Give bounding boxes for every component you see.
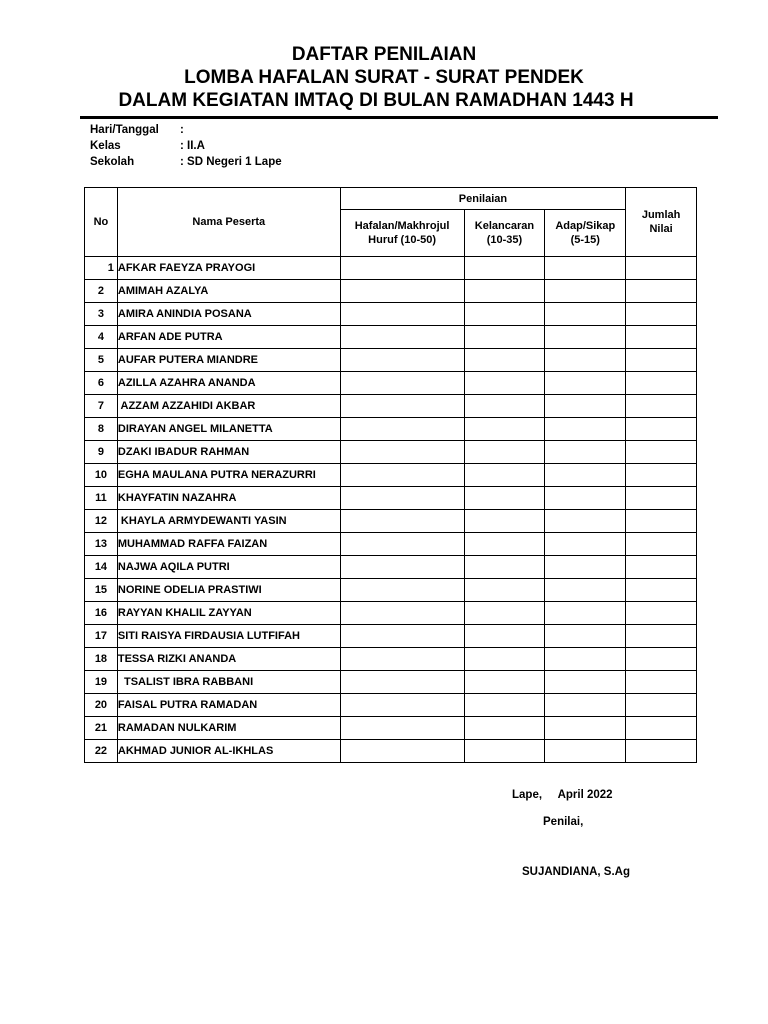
row-number: 18 bbox=[85, 648, 118, 671]
score-kelancaran-cell[interactable] bbox=[464, 487, 545, 510]
table-row bbox=[85, 533, 697, 556]
row-number: 11 bbox=[85, 487, 118, 510]
score-kelancaran-cell[interactable] bbox=[464, 602, 545, 625]
participant-name: RAYYAN KHALIL ZAYYAN bbox=[117, 602, 340, 625]
table-row bbox=[85, 694, 697, 717]
row-number: 8 bbox=[85, 418, 118, 441]
score-jumlah-cell[interactable] bbox=[626, 694, 697, 717]
score-kelancaran-cell[interactable] bbox=[464, 257, 545, 280]
header-hafalan-line2: Huruf (10-50) bbox=[368, 234, 437, 246]
footer-signer: SUJANDIANA, S.Ag bbox=[522, 866, 630, 878]
score-hafalan-cell[interactable] bbox=[340, 625, 464, 648]
score-kelancaran-cell[interactable] bbox=[464, 717, 545, 740]
score-adap-cell[interactable] bbox=[545, 464, 626, 487]
row-number: 14 bbox=[85, 556, 118, 579]
score-adap-cell[interactable] bbox=[545, 418, 626, 441]
score-adap-cell[interactable] bbox=[545, 625, 626, 648]
assessment-table bbox=[84, 187, 697, 763]
header-penilaian: Penilaian bbox=[340, 188, 625, 210]
table-row bbox=[85, 510, 697, 533]
score-hafalan-cell[interactable] bbox=[340, 349, 464, 372]
meta-hari-tanggal bbox=[90, 124, 184, 136]
row-number: 19 bbox=[85, 671, 118, 694]
score-kelancaran-cell[interactable] bbox=[464, 694, 545, 717]
score-jumlah-cell[interactable] bbox=[626, 579, 697, 602]
table-row bbox=[85, 602, 697, 625]
header-adap-line2: (5-15) bbox=[570, 234, 600, 246]
header-hafalan bbox=[340, 210, 464, 257]
score-adap-cell[interactable] bbox=[545, 533, 626, 556]
document-subtitle: LOMBA HAFALAN SURAT - SURAT PENDEK bbox=[184, 67, 584, 88]
document-title: DAFTAR PENILAIAN bbox=[291, 44, 477, 65]
score-kelancaran-cell[interactable] bbox=[464, 372, 545, 395]
participant-name: ARFAN ADE PUTRA bbox=[117, 326, 340, 349]
table-row bbox=[85, 280, 697, 303]
meta-kelas bbox=[90, 140, 205, 152]
score-jumlah-cell[interactable] bbox=[626, 303, 697, 326]
score-jumlah-cell[interactable] bbox=[626, 395, 697, 418]
score-jumlah-cell[interactable] bbox=[626, 556, 697, 579]
row-number: 12 bbox=[85, 510, 118, 533]
score-kelancaran-cell[interactable] bbox=[464, 648, 545, 671]
row-number: 16 bbox=[85, 602, 118, 625]
score-jumlah-cell[interactable] bbox=[626, 740, 697, 763]
document-subtitle-2: DALAM KEGIATAN IMTAQ DI BULAN RAMADHAN 1443 H bbox=[118, 90, 634, 111]
score-kelancaran-cell[interactable] bbox=[464, 349, 545, 372]
score-adap-cell[interactable] bbox=[545, 694, 626, 717]
participant-name: TESSA RIZKI ANANDA bbox=[117, 648, 340, 671]
score-jumlah-cell[interactable] bbox=[626, 372, 697, 395]
score-hafalan-cell[interactable] bbox=[340, 740, 464, 763]
score-adap-cell[interactable] bbox=[545, 487, 626, 510]
score-hafalan-cell[interactable] bbox=[340, 648, 464, 671]
participant-name: DIRAYAN ANGEL MILANETTA bbox=[117, 418, 340, 441]
score-kelancaran-cell[interactable] bbox=[464, 533, 545, 556]
score-jumlah-cell[interactable] bbox=[626, 349, 697, 372]
row-number: 4 bbox=[85, 326, 118, 349]
score-adap-cell[interactable] bbox=[545, 349, 626, 372]
score-adap-cell[interactable] bbox=[545, 257, 626, 280]
participant-name: KHAYLA ARMYDEWANTI YASIN bbox=[117, 510, 340, 533]
score-hafalan-cell[interactable] bbox=[340, 418, 464, 441]
table-row bbox=[85, 303, 697, 326]
footer-role: Penilai, bbox=[543, 816, 584, 828]
header-jumlah-line1: Jumlah bbox=[641, 209, 681, 221]
footer-place-date: Lape, April 2022 bbox=[512, 789, 613, 801]
meta-sekolah-value: : SD Negeri 1 Lape bbox=[180, 156, 282, 168]
score-jumlah-cell[interactable] bbox=[626, 648, 697, 671]
row-number: 17 bbox=[85, 625, 118, 648]
table-row bbox=[85, 418, 697, 441]
participant-name: AFKAR FAEYZA PRAYOGI bbox=[117, 257, 340, 280]
score-hafalan-cell[interactable] bbox=[340, 303, 464, 326]
score-jumlah-cell[interactable] bbox=[626, 257, 697, 280]
participant-name: FAISAL PUTRA RAMADAN bbox=[117, 694, 340, 717]
participant-name: AZILLA AZAHRA ANANDA bbox=[117, 372, 340, 395]
score-jumlah-cell[interactable] bbox=[626, 280, 697, 303]
score-adap-cell[interactable] bbox=[545, 372, 626, 395]
score-jumlah-cell[interactable] bbox=[626, 487, 697, 510]
score-adap-cell[interactable] bbox=[545, 671, 626, 694]
header-jumlah bbox=[626, 188, 697, 257]
participant-rows bbox=[85, 257, 697, 763]
score-kelancaran-cell[interactable] bbox=[464, 556, 545, 579]
table-row bbox=[85, 349, 697, 372]
score-hafalan-cell[interactable] bbox=[340, 395, 464, 418]
score-kelancaran-cell[interactable] bbox=[464, 303, 545, 326]
table-row bbox=[85, 372, 697, 395]
meta-kelas-label: Kelas bbox=[90, 140, 121, 152]
score-adap-cell[interactable] bbox=[545, 740, 626, 763]
score-hafalan-cell[interactable] bbox=[340, 280, 464, 303]
row-number: 15 bbox=[85, 579, 118, 602]
participant-name: MUHAMMAD RAFFA FAIZAN bbox=[117, 533, 340, 556]
score-hafalan-cell[interactable] bbox=[340, 487, 464, 510]
score-adap-cell[interactable] bbox=[545, 326, 626, 349]
score-adap-cell[interactable] bbox=[545, 717, 626, 740]
table-row bbox=[85, 487, 697, 510]
row-number: 10 bbox=[85, 464, 118, 487]
row-number: 1 bbox=[85, 257, 118, 280]
row-number: 20 bbox=[85, 694, 118, 717]
score-adap-cell[interactable] bbox=[545, 395, 626, 418]
row-number: 5 bbox=[85, 349, 118, 372]
row-number: 21 bbox=[85, 717, 118, 740]
score-kelancaran-cell[interactable] bbox=[464, 625, 545, 648]
header-no: No bbox=[85, 188, 118, 257]
score-kelancaran-cell[interactable] bbox=[464, 441, 545, 464]
score-hafalan-cell[interactable] bbox=[340, 671, 464, 694]
score-hafalan-cell[interactable] bbox=[340, 372, 464, 395]
participant-name: NAJWA AQILA PUTRI bbox=[117, 556, 340, 579]
meta-sekolah-label: Sekolah bbox=[90, 156, 135, 168]
title-underline bbox=[80, 116, 718, 119]
participant-name: SITI RAISYA FIRDAUSIA LUTFIFAH bbox=[117, 625, 340, 648]
header-nama: Nama Peserta bbox=[117, 188, 340, 257]
score-adap-cell[interactable] bbox=[545, 648, 626, 671]
row-number: 7 bbox=[85, 395, 118, 418]
score-jumlah-cell[interactable] bbox=[626, 602, 697, 625]
score-jumlah-cell[interactable] bbox=[626, 717, 697, 740]
score-hafalan-cell[interactable] bbox=[340, 510, 464, 533]
score-jumlah-cell[interactable] bbox=[626, 510, 697, 533]
table-row bbox=[85, 441, 697, 464]
header-kelancaran bbox=[464, 210, 545, 257]
score-jumlah-cell[interactable] bbox=[626, 625, 697, 648]
header-adap bbox=[545, 210, 626, 257]
header-kelancaran-line1: Kelancaran bbox=[474, 220, 535, 232]
meta-sekolah bbox=[90, 156, 282, 168]
score-hafalan-cell[interactable] bbox=[340, 717, 464, 740]
score-jumlah-cell[interactable] bbox=[626, 464, 697, 487]
score-jumlah-cell[interactable] bbox=[626, 671, 697, 694]
table-row bbox=[85, 648, 697, 671]
row-number: 6 bbox=[85, 372, 118, 395]
meta-kelas-value: : II.A bbox=[180, 140, 205, 152]
table-row bbox=[85, 625, 697, 648]
score-jumlah-cell[interactable] bbox=[626, 441, 697, 464]
score-adap-cell[interactable] bbox=[545, 441, 626, 464]
row-number: 9 bbox=[85, 441, 118, 464]
table-row bbox=[85, 556, 697, 579]
score-kelancaran-cell[interactable] bbox=[464, 418, 545, 441]
score-hafalan-cell[interactable] bbox=[340, 533, 464, 556]
table-row bbox=[85, 671, 697, 694]
meta-hari-value: : bbox=[180, 124, 184, 136]
score-hafalan-cell[interactable] bbox=[340, 441, 464, 464]
score-adap-cell[interactable] bbox=[545, 602, 626, 625]
row-number: 22 bbox=[85, 740, 118, 763]
score-adap-cell[interactable] bbox=[545, 280, 626, 303]
table-row bbox=[85, 257, 697, 280]
participant-name: DZAKI IBADUR RAHMAN bbox=[117, 441, 340, 464]
header-adap-line1: Adap/Sikap bbox=[555, 220, 616, 232]
score-jumlah-cell[interactable] bbox=[626, 418, 697, 441]
row-number: 2 bbox=[85, 280, 118, 303]
table-row bbox=[85, 395, 697, 418]
row-number: 13 bbox=[85, 533, 118, 556]
score-kelancaran-cell[interactable] bbox=[464, 671, 545, 694]
score-adap-cell[interactable] bbox=[545, 303, 626, 326]
score-adap-cell[interactable] bbox=[545, 510, 626, 533]
score-kelancaran-cell[interactable] bbox=[464, 464, 545, 487]
table-row bbox=[85, 326, 697, 349]
header-kelancaran-line2: (10-35) bbox=[486, 234, 523, 246]
participant-name: RAMADAN NULKARIM bbox=[117, 717, 340, 740]
table-row bbox=[85, 717, 697, 740]
score-hafalan-cell[interactable] bbox=[340, 694, 464, 717]
table-row bbox=[85, 579, 697, 602]
score-hafalan-cell[interactable] bbox=[340, 602, 464, 625]
score-kelancaran-cell[interactable] bbox=[464, 395, 545, 418]
participant-name: AUFAR PUTERA MIANDRE bbox=[117, 349, 340, 372]
score-kelancaran-cell[interactable] bbox=[464, 326, 545, 349]
score-hafalan-cell[interactable] bbox=[340, 326, 464, 349]
score-jumlah-cell[interactable] bbox=[626, 326, 697, 349]
score-kelancaran-cell[interactable] bbox=[464, 740, 545, 763]
score-jumlah-cell[interactable] bbox=[626, 533, 697, 556]
score-kelancaran-cell[interactable] bbox=[464, 510, 545, 533]
participant-name: NORINE ODELIA PRASTIWI bbox=[117, 579, 340, 602]
score-adap-cell[interactable] bbox=[545, 556, 626, 579]
header-hafalan-line1: Hafalan/Makhrojul bbox=[354, 220, 450, 232]
meta-hari-label: Hari/Tanggal bbox=[90, 124, 159, 136]
participant-name: AKHMAD JUNIOR AL-IKHLAS bbox=[117, 740, 340, 763]
score-kelancaran-cell[interactable] bbox=[464, 579, 545, 602]
participant-name: EGHA MAULANA PUTRA NERAZURRI bbox=[117, 464, 340, 487]
participant-name: AMIMAH AZALYA bbox=[117, 280, 340, 303]
score-kelancaran-cell[interactable] bbox=[464, 280, 545, 303]
row-number: 3 bbox=[85, 303, 118, 326]
score-hafalan-cell[interactable] bbox=[340, 556, 464, 579]
participant-name: KHAYFATIN NAZAHRA bbox=[117, 487, 340, 510]
score-hafalan-cell[interactable] bbox=[340, 464, 464, 487]
participant-name: TSALIST IBRA RABBANI bbox=[117, 671, 340, 694]
score-adap-cell[interactable] bbox=[545, 579, 626, 602]
table-row bbox=[85, 464, 697, 487]
score-hafalan-cell[interactable] bbox=[340, 257, 464, 280]
participant-name: AMIRA ANINDIA POSANA bbox=[117, 303, 340, 326]
header-jumlah-line2: Nilai bbox=[649, 223, 673, 235]
table-row bbox=[85, 740, 697, 763]
participant-name: AZZAM AZZAHIDI AKBAR bbox=[117, 395, 340, 418]
score-hafalan-cell[interactable] bbox=[340, 579, 464, 602]
